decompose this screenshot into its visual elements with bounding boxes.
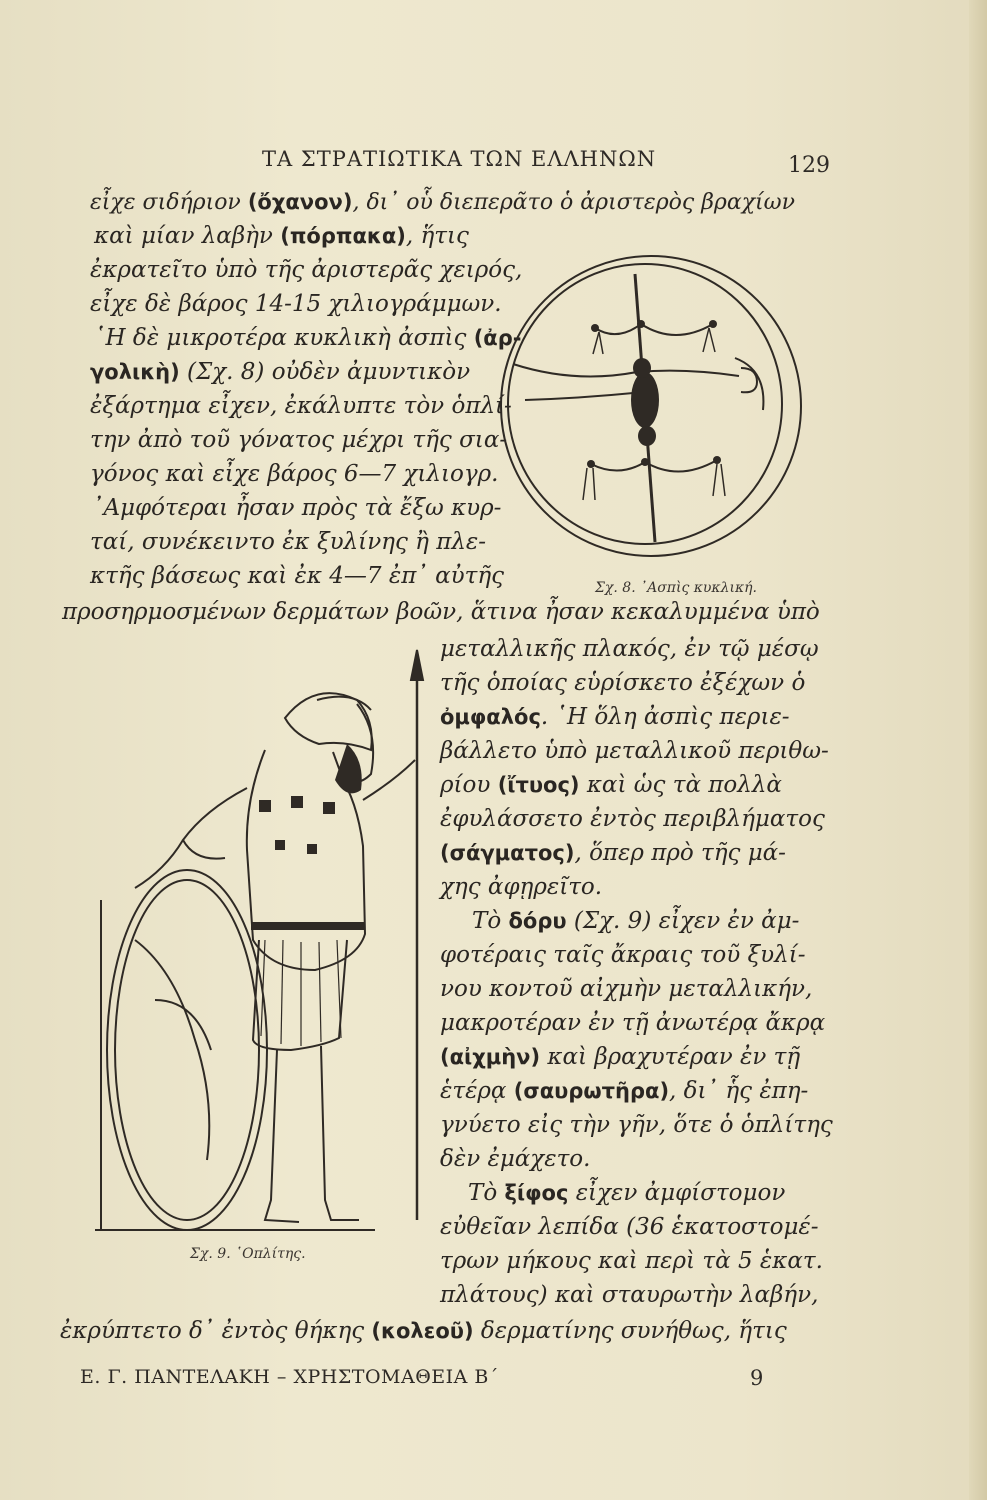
text-line: γνύετο εἰς τὴν γῆν, ὅτε ὁ ὁπλίτης — [440, 1112, 833, 1138]
text-line: νου κοντοῦ αἰχμὴν μεταλλικήν, — [440, 976, 813, 1002]
footer — [80, 1366, 780, 1396]
text-line: ἐκρατεῖτο ὑπὸ τῆς ἀριστερᾶς χειρός, — [90, 257, 523, 283]
text-line: καὶ μίαν λαβὴν (πόρπακα), ἥτις — [94, 223, 469, 249]
text-line: τῆς ὁποίας εὑρίσκετο ἐξέχων ὁ — [440, 670, 806, 696]
figure-hoplite — [95, 640, 435, 1240]
text-line: εἶχε σιδήριον (ὄχανον), δι᾽ οὗ διεπερᾶτο ὁ ἀριστερὸς βραχίων — [90, 190, 795, 215]
text-line: χης ἀφῃρεῖτο. — [440, 874, 603, 900]
text-line: φοτέραις ταῖς ἄκραις τοῦ ξυλί- — [440, 942, 806, 968]
text-line: κτῆς βάσεως καὶ ἐκ 4—7 ἐπ᾽ αὐτῆς — [90, 563, 505, 589]
running-head — [0, 143, 930, 183]
text-line: γόνος καὶ εἶχε βάρος 6—7 χιλιογρ. — [90, 461, 499, 487]
footer-text: Ε. Γ. ΠΑΝΤΕΛΑΚΗ – ΧΡΗΣΤΟΜΑΘΕΙΑ Β΄ — [80, 1366, 499, 1388]
running-title: ΤΑ ΣΤΡΑΤΙΩΤΙΚΑ ΤΩΝ ΕΛΛΗΝΩΝ — [262, 147, 657, 171]
text-line: την ἀπὸ τοῦ γόνατος μέχρι τῆς σια- — [90, 427, 508, 453]
text-line: Τὸ ξίφος εἶχεν ἀμφίστομον — [468, 1180, 786, 1206]
text-line: τρων μήκους καὶ περὶ τὰ 5 ἑκατ. — [440, 1248, 823, 1274]
figure-shield — [495, 250, 805, 570]
text-line: βάλλετο ὑπὸ μεταλλικοῦ περιθω- — [440, 738, 829, 764]
text-line: πλάτους) καὶ σταυρωτὴν λαβήν, — [440, 1282, 819, 1308]
text-line: (αἰχμὴν) καὶ βραχυτέραν ἐν τῇ — [440, 1044, 801, 1070]
text-line: εὐθεῖαν λεπίδα (36 ἑκατοστομέ- — [440, 1214, 819, 1240]
text-line: γολικὴ) (Σχ. 8) οὐδὲν ἀμυντικὸν — [90, 359, 471, 385]
text-line: ὀμφαλός. ῾Η ὅλη ἀσπὶς περιε- — [440, 704, 790, 730]
text-line: ἑτέρᾳ (σαυρωτῆρα), δι᾽ ἧς ἐπη- — [440, 1078, 809, 1104]
text-line: (σάγματος), ὅπερ πρὸ τῆς μά- — [440, 840, 786, 866]
figure-8-caption: Σχ. 8. ᾽Ασπὶς κυκλική. — [595, 580, 757, 596]
text-line: ῾Η δὲ μικροτέρα κυκλικὴ ἀσπὶς (ἀρ- — [94, 325, 522, 351]
text-line: μακροτέραν ἐν τῇ ἀνωτέρᾳ ἄκρᾳ — [440, 1010, 826, 1036]
page-edge — [969, 0, 987, 1500]
text-line: εἶχε δὲ βάρος 14-15 χιλιογράμμων. — [90, 291, 502, 317]
text-line: δὲν ἐμάχετο. — [440, 1146, 591, 1172]
text-line: Τὸ δόρυ (Σχ. 9) εἶχεν ἐν ἀμ- — [472, 908, 800, 934]
text-line: προσηρμοσμένων δερμάτων βοῶν, ἅτινα ἦσαν κεκαλυμμένα ὑπὸ — [62, 599, 820, 625]
text-line: ᾽Αμφότεραι ἦσαν πρὸς τὰ ἔξω κυρ- — [92, 495, 502, 521]
text-line: ἐφυλάσσετο ἐντὸς περιβλήματος — [440, 806, 825, 832]
text-line: ρίου (ἴτυος) καὶ ὡς τὰ πολλὰ — [440, 772, 782, 798]
text-line: ταί, συνέκειντο ἐκ ξυλίνης ἢ πλε- — [90, 529, 487, 555]
text-line: ἐκρύπτετο δ᾽ ἐντὸς θήκης (κολεοῦ) δερματίνης συνήθως, ἥτις — [60, 1318, 787, 1344]
page-number: 129 — [788, 153, 830, 178]
figure-9-caption: Σχ. 9. ῾Οπλίτης. — [190, 1246, 306, 1262]
text-line: μεταλλικῆς πλακός, ἐν τῷ μέσῳ — [440, 636, 819, 662]
signature-number: 9 — [750, 1366, 764, 1390]
text-line: ἐξάρτημα εἶχεν, ἐκάλυπτε τὸν ὁπλί- — [90, 393, 512, 419]
